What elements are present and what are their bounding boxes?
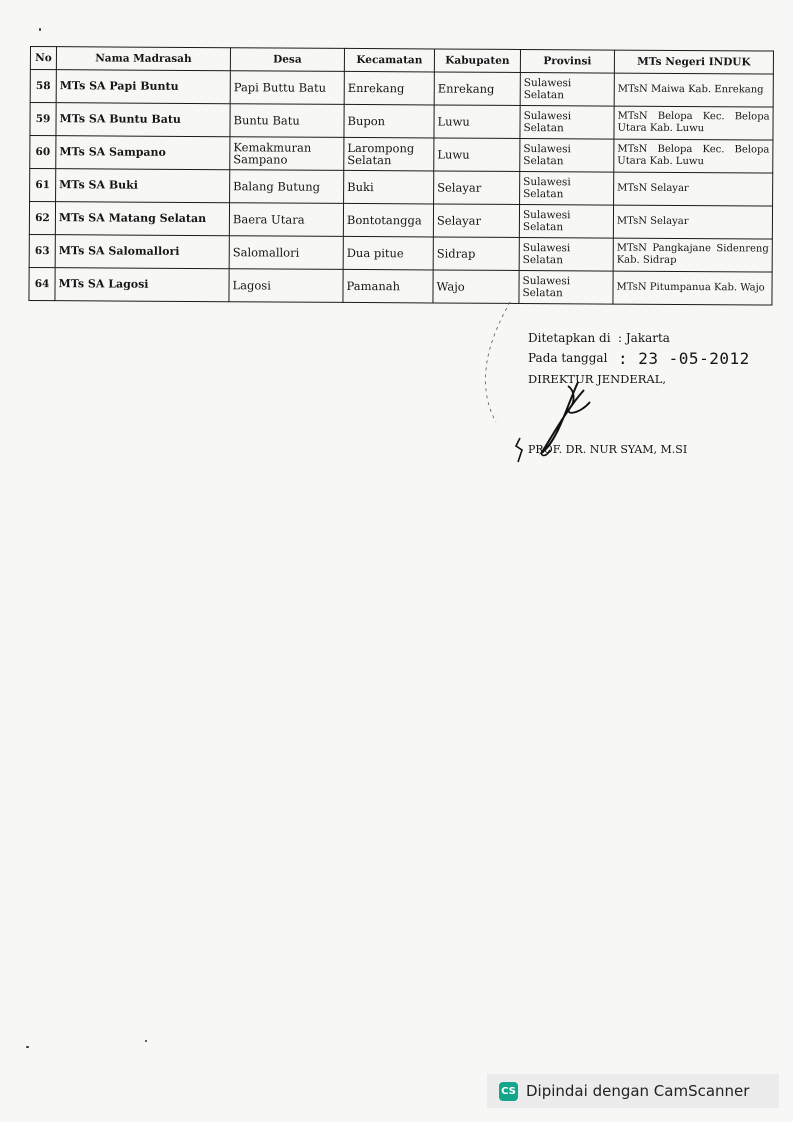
- cell-kecamatan: Bontotangga: [343, 203, 433, 237]
- cell-induk: MTsN Belopa Kec. Belopa Utara Kab. Luwu: [614, 139, 773, 173]
- cell-induk: MTsN Maiwa Kab. Enrekang: [614, 73, 773, 107]
- ditetapkan-value: : Jakarta: [618, 331, 670, 345]
- table-row: [30, 70, 773, 108]
- cell-provinsi: Sulawesi Selatan: [520, 138, 614, 172]
- cell-provinsi: Sulawesi Selatan: [520, 171, 614, 205]
- watermark-text: Dipindai dengan CamScanner: [526, 1082, 750, 1100]
- cell-desa: Baera Utara: [229, 203, 343, 237]
- table-row: [30, 103, 773, 141]
- cell-kecamatan: Larompong Selatan: [344, 137, 434, 171]
- scan-speck: [145, 1040, 147, 1042]
- cell-kabupaten: Enrekang: [434, 72, 520, 106]
- cell-desa: Papi Buttu Batu: [230, 71, 344, 105]
- cell-provinsi: Sulawesi Selatan: [519, 270, 613, 304]
- cell-kabupaten: Luwu: [434, 105, 520, 139]
- tanggal-row: [528, 348, 768, 368]
- cell-no: 59: [30, 103, 56, 136]
- scan-speck: [39, 28, 41, 31]
- cell-kecamatan: Buki: [344, 170, 434, 204]
- cell-no: 64: [29, 267, 55, 300]
- scan-speck: [26, 1046, 29, 1048]
- cell-induk: MTsN Selayar: [613, 205, 772, 239]
- cell-provinsi: Sulawesi Selatan: [520, 72, 614, 106]
- cell-kecamatan: Dua pitue: [343, 236, 433, 270]
- cell-no: 58: [30, 70, 56, 103]
- cell-desa: Balang Butung: [230, 170, 344, 204]
- cell-provinsi: Sulawesi Selatan: [519, 237, 613, 271]
- table-row: [29, 234, 772, 272]
- tanggal-value: : 23 -05-2012: [618, 348, 750, 368]
- cell-desa: Kemakmuran Sampano: [230, 137, 344, 171]
- cell-nama: MTs SA Sampano: [56, 136, 230, 170]
- signature-block: [528, 328, 768, 456]
- cell-nama: MTs SA Buki: [56, 169, 230, 203]
- cell-kecamatan: Enrekang: [344, 71, 434, 105]
- cell-desa: Salomallori: [229, 236, 343, 270]
- table-row: [30, 169, 773, 207]
- cell-kecamatan: Bupon: [344, 104, 434, 138]
- cell-induk: MTsN Belopa Kec. Belopa Utara Kab. Luwu: [614, 106, 773, 140]
- header-kecamatan: Kecamatan: [344, 48, 434, 72]
- cell-kabupaten: Sidrap: [433, 237, 519, 271]
- cell-kecamatan: Pamanah: [343, 269, 433, 303]
- header-no: No: [30, 47, 56, 70]
- table-row: [30, 136, 773, 174]
- cell-nama: MTs SA Buntu Batu: [56, 103, 230, 137]
- cell-nama: MTs SA Lagosi: [55, 268, 229, 302]
- cell-no: 61: [30, 169, 56, 202]
- cell-kabupaten: Wajo: [433, 270, 519, 304]
- cell-desa: Lagosi: [229, 269, 343, 303]
- cell-nama: MTs SA Salomallori: [55, 235, 229, 269]
- cell-no: 60: [30, 136, 56, 169]
- cell-no: 63: [29, 234, 55, 267]
- camscanner-logo-icon: CS: [499, 1082, 518, 1101]
- camscanner-watermark: [487, 1074, 779, 1108]
- cell-induk: MTsN Pangkajane Sidenreng Kab. Sidrap: [613, 238, 772, 272]
- ditetapkan-row: [528, 328, 768, 348]
- table-row: [29, 202, 772, 240]
- cell-induk: MTsN Pitumpanua Kab. Wajo: [613, 271, 772, 305]
- position-title: DIREKTUR JENDERAL,: [528, 372, 667, 386]
- cell-provinsi: Sulawesi Selatan: [520, 105, 614, 139]
- cell-no: 62: [29, 202, 55, 235]
- ditetapkan-label: Ditetapkan di: [528, 331, 611, 345]
- cell-desa: Buntu Batu: [230, 104, 344, 138]
- tanggal-label: Pada tanggal: [528, 351, 608, 365]
- madrasah-table: [28, 46, 774, 306]
- cell-kabupaten: Selayar: [434, 171, 520, 205]
- cell-provinsi: Sulawesi Selatan: [519, 204, 613, 238]
- signatory-name: PROF. DR. NUR SYAM, M.SI: [528, 443, 688, 456]
- header-provinsi: Provinsi: [520, 49, 614, 73]
- header-nama-madrasah: Nama Madrasah: [56, 47, 230, 71]
- cell-induk: MTsN Selayar: [614, 172, 773, 206]
- table-row: [29, 267, 772, 305]
- cell-nama: MTs SA Matang Selatan: [55, 202, 229, 236]
- cell-nama: MTs SA Papi Buntu: [56, 70, 230, 104]
- header-desa: Desa: [230, 48, 344, 72]
- cell-kabupaten: Selayar: [433, 204, 519, 238]
- header-mts-negeri-induk: MTs Negeri INDUK: [614, 50, 773, 74]
- cell-kabupaten: Luwu: [434, 138, 520, 172]
- header-kabupaten: Kabupaten: [434, 49, 520, 73]
